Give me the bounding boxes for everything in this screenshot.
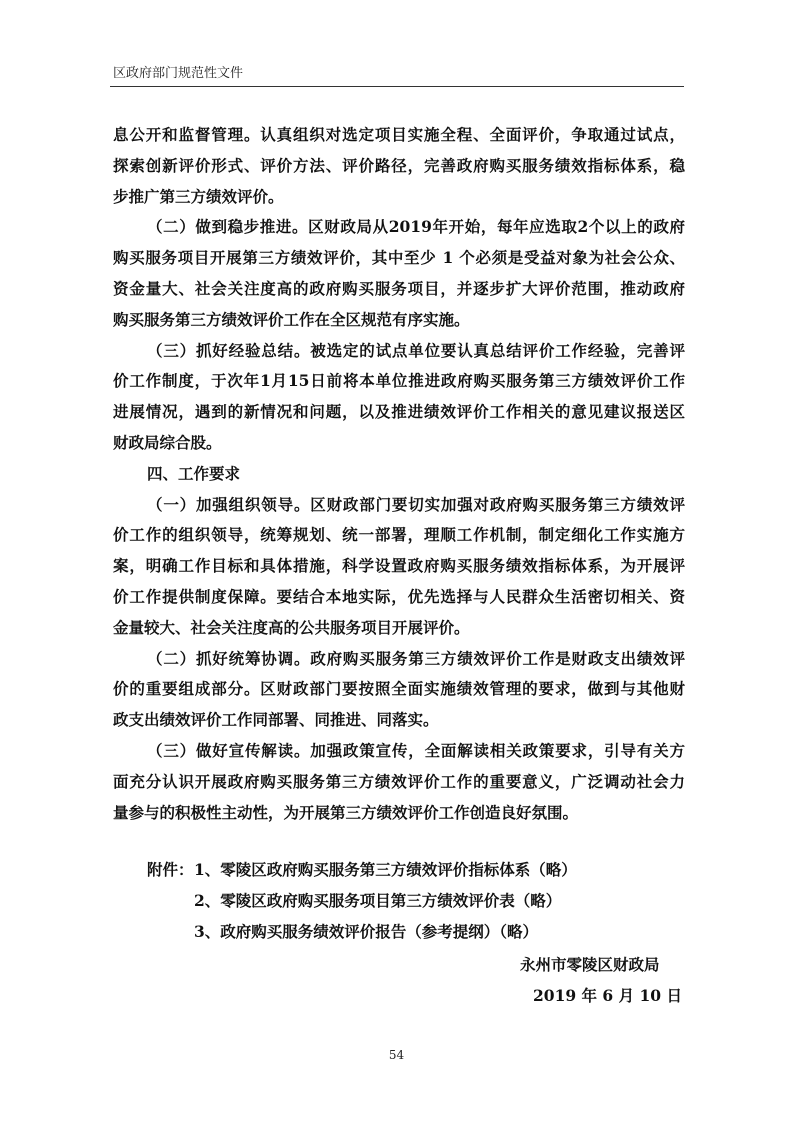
paragraph-line: 步推广第三方绩效评价。 — [113, 186, 284, 206]
paragraph-line: 息公开和监督管理。认真组织对选定项目实施全程、全面评价，争取通过试点， — [113, 125, 685, 144]
section-heading: 四、工作要求 — [147, 463, 241, 483]
paragraph-line: （三）抓好经验总结。被选定的试点单位要认真总结评价工作经验，完善评 — [147, 340, 685, 360]
paragraph-line: 量参与的积极性主动性，为开展第三方绩效评价工作创造良好氛围。 — [113, 802, 579, 822]
paragraph-line: 价的重要组成部分。区财政部门要按照全面实施绩效管理的要求，做到与其他财 — [113, 679, 685, 699]
attachment-item: 3、政府购买服务绩效评价报告（参考提纲）（略） — [194, 922, 539, 941]
paragraph-line: 购买服务项目开展第三方绩效评价，其中至少 1 个必须是受益对象为社会公众、 — [113, 248, 685, 268]
attachment-item: 1、零陵区政府购买服务第三方绩效评价指标体系（略） — [194, 860, 577, 879]
paragraph-line: 购买服务第三方绩效评价工作在全区规范有序实施。 — [113, 309, 470, 329]
paragraph-line: 进展情况，遇到的新情况和问题，以及推进绩效评价工作相关的意见建议报送区 — [113, 402, 685, 422]
paragraph-line: （三）做好宣传解读。加强政策宣传，全面解读相关政策要求，引导有关方 — [147, 740, 685, 760]
paragraph-line: 资金量大、社会关注度高的政府购买服务项目，并逐步扩大评价范围，推动政府 — [113, 278, 685, 298]
paragraph-line: 价工作提供制度保障。要结合本地实际，优先选择与人民群众生活密切相关、资 — [113, 586, 685, 606]
attachment-item: 2、零陵区政府购买服务项目第三方绩效评价表（略） — [194, 891, 562, 910]
paragraph-line: 金量较大、社会关注度高的公共服务项目开展评价。 — [113, 617, 470, 637]
paragraph-line: 政支出绩效评价工作同部署、同推进、同落实。 — [113, 710, 439, 730]
attachments-label: 附件： — [147, 860, 194, 879]
document-body — [113, 120, 685, 828]
header-title: 区政府部门规范性文件 — [113, 66, 244, 81]
paragraph-line: 面充分认识开展政府购买服务第三方绩效评价工作的重要意义，广泛调动社会力 — [113, 771, 685, 791]
paragraph-line: 价工作的组织领导，统筹规划、统一部署，理顺工作机制，制定细化工作实施方 — [113, 525, 685, 545]
signature-date: 2019 年 6 月 10 日 — [533, 986, 682, 1005]
paragraph-line: 价工作制度，于次年1月15日前将本单位推进政府购买服务第三方绩效评价工作 — [113, 371, 685, 391]
page-number: 54 — [388, 1048, 405, 1062]
paragraph-line: 案，明确工作目标和具体措施，科学设置政府购买服务绩效指标体系，为开展评 — [113, 556, 685, 576]
paragraph-line: （二）抓好统筹协调。政府购买服务第三方绩效评价工作是财政支出绩效评 — [147, 648, 685, 668]
paragraph-line: （一）加强组织领导。区财政部门要切实加强对政府购买服务第三方绩效评 — [147, 494, 685, 514]
header-divider — [110, 86, 684, 87]
signature-org: 永州市零陵区财政局 — [520, 955, 660, 974]
paragraph-line: 探索创新评价形式、评价方法、评价路径，完善政府购买服务绩效指标体系，稳 — [113, 155, 685, 175]
paragraph-line: 财政局综合股。 — [113, 432, 222, 452]
paragraph-line: （二）做到稳步推进。区财政局从2019年开始，每年应选取2个以上的政府 — [147, 217, 685, 237]
